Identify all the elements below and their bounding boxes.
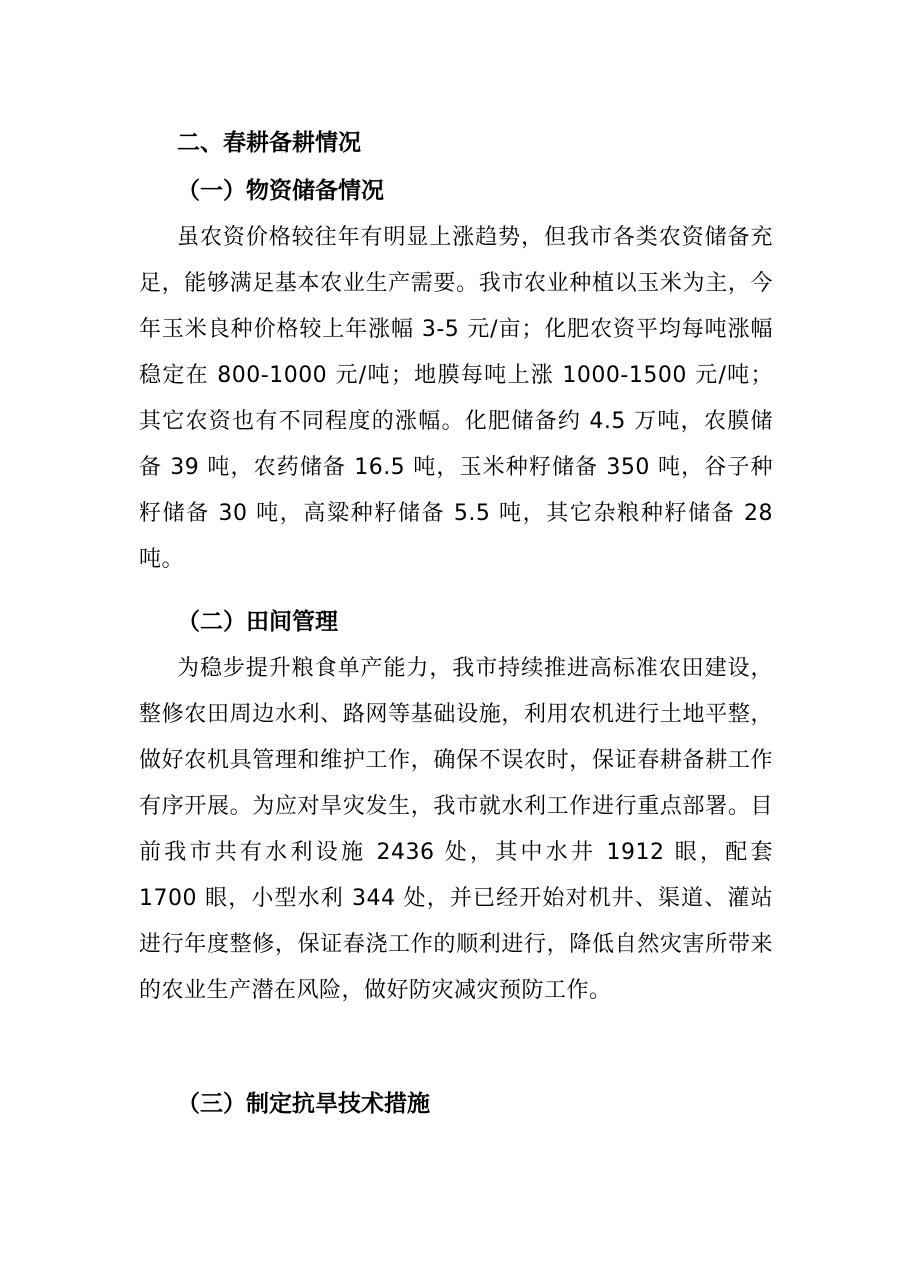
paragraph-materials: 虽农资价格较往年有明显上涨趋势，但我市各类农资储备充足，能够满足基本农业生产需要。我市农业种植以玉米为主，今年玉米良种价格较上年涨幅 3-5 元/亩；化肥农资平均每吨涨幅稳定在 800-1000 元/吨；地膜每吨上涨 1000-1500 元/吨；其它农资也有不同程度的涨幅。化肥储备约 4.5 万吨，农膜储备 39 吨，农药储备 16.5 吨，玉米种籽储备 350 吨，谷子种籽储备 30 吨，高粱种籽储备 5.5 吨，其它杂粮种籽储备 28 吨。: [139, 225, 773, 572]
paragraph-field-management: 为稳步提升粮食单产能力，我市持续推进高标准农田建设，整修农田周边水利、路网等基础设施，利用农机进行土地平整，做好农机具管理和维护工作，确保不误农时，保证春耕备耕工作有序开展。为应对旱灾发生，我市就水利工作进行重点部署。目前我市共有水利设施 2436 处，其中水井 1912 眼，配套 1700 眼，小型水利 344 处，并已经开始对机井、渠道、灌站进行年度整修，保证春浇工作的顺利进行，降低自然灾害所带来的农业生产潜在风险，做好防灾减灾预防工作。: [139, 656, 773, 1003]
subsection-title-materials: （一）物资储备情况: [177, 178, 384, 204]
subsection-title-drought-measures: （三）制定抗旱技术措施: [177, 1091, 430, 1117]
subsection-title-field-management: （二）田间管理: [177, 609, 338, 635]
section-title: 二、春耕备耕情况: [177, 130, 361, 156]
